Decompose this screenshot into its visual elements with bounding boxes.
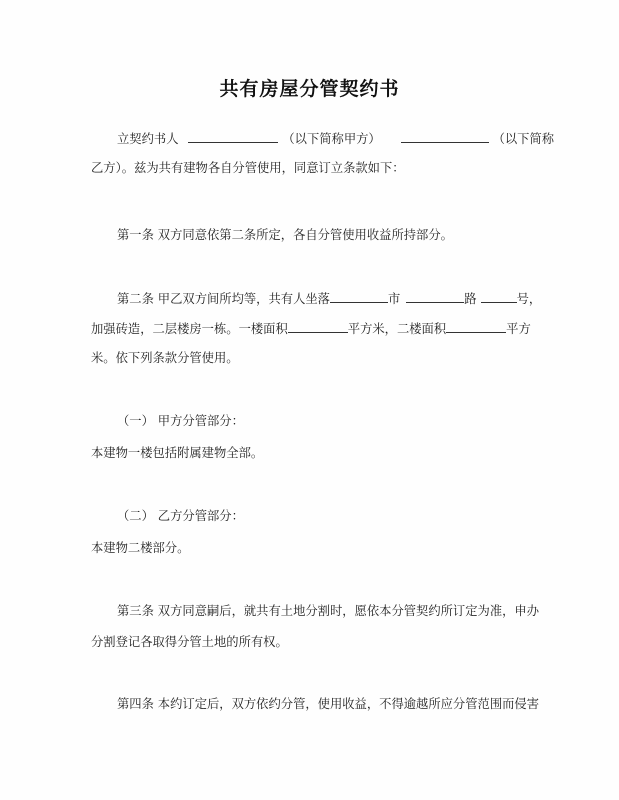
road-label: 路: [464, 292, 477, 306]
article-2-text: 平方米，二楼面积: [347, 322, 447, 336]
article-1: 第一条 双方同意依第二条所定，各自分管使用收益所持部分。: [117, 228, 453, 242]
party-b-note: （以下简称: [492, 132, 555, 146]
article-2-line-1: [117, 290, 541, 307]
first-floor-area-blank[interactable]: [288, 320, 348, 333]
preamble-line-2: 乙方）。兹为共有建物各自分管使用，同意订立条款如下：: [91, 161, 405, 175]
section-b-heading: （二） 乙方分管部分：: [117, 509, 244, 523]
article-2-text: 加强砖造，二层楼房一栋。一楼面积: [91, 322, 288, 336]
article-4-line-1: 第四条 本约订定后，双方依约分管，使用收益，不得逾越所应分管范围而侵害: [117, 697, 540, 711]
city-label: 市: [387, 292, 401, 306]
party-a-note: （以下简称甲方）: [282, 132, 381, 146]
number-blank[interactable]: [481, 290, 517, 303]
section-a-heading: （一） 甲方分管部分：: [117, 414, 244, 428]
preamble-line-1: [117, 130, 554, 147]
road-blank[interactable]: [406, 290, 464, 303]
article-2-text: 第二条 甲乙双方间所均等，共有人坐落: [117, 292, 330, 306]
document-title: 共有房屋分管契约书: [219, 78, 400, 100]
contract-party-label: 立契约书人: [117, 132, 179, 146]
section-b-body: 本建物二楼部分。: [91, 541, 190, 555]
party-b-blank[interactable]: [401, 130, 489, 143]
section-a-body: 本建物一楼包括附属建物全部。: [91, 446, 264, 460]
number-label: 号，: [516, 292, 542, 306]
article-3-line-1: 第三条 双方同意嗣后，就共有土地分割时，愿依本分管契约所订定为准，申办: [117, 604, 540, 618]
article-2-text: 平方: [506, 322, 531, 336]
article-2-line-3: 米。依下列条款分管使用。: [91, 351, 239, 365]
article-3-line-2: 分割登记各取得分管土地的所有权。: [91, 635, 288, 649]
party-a-blank[interactable]: [188, 130, 278, 143]
article-2-line-2: [91, 320, 531, 337]
second-floor-area-blank[interactable]: [446, 320, 506, 333]
city-blank[interactable]: [330, 290, 388, 303]
